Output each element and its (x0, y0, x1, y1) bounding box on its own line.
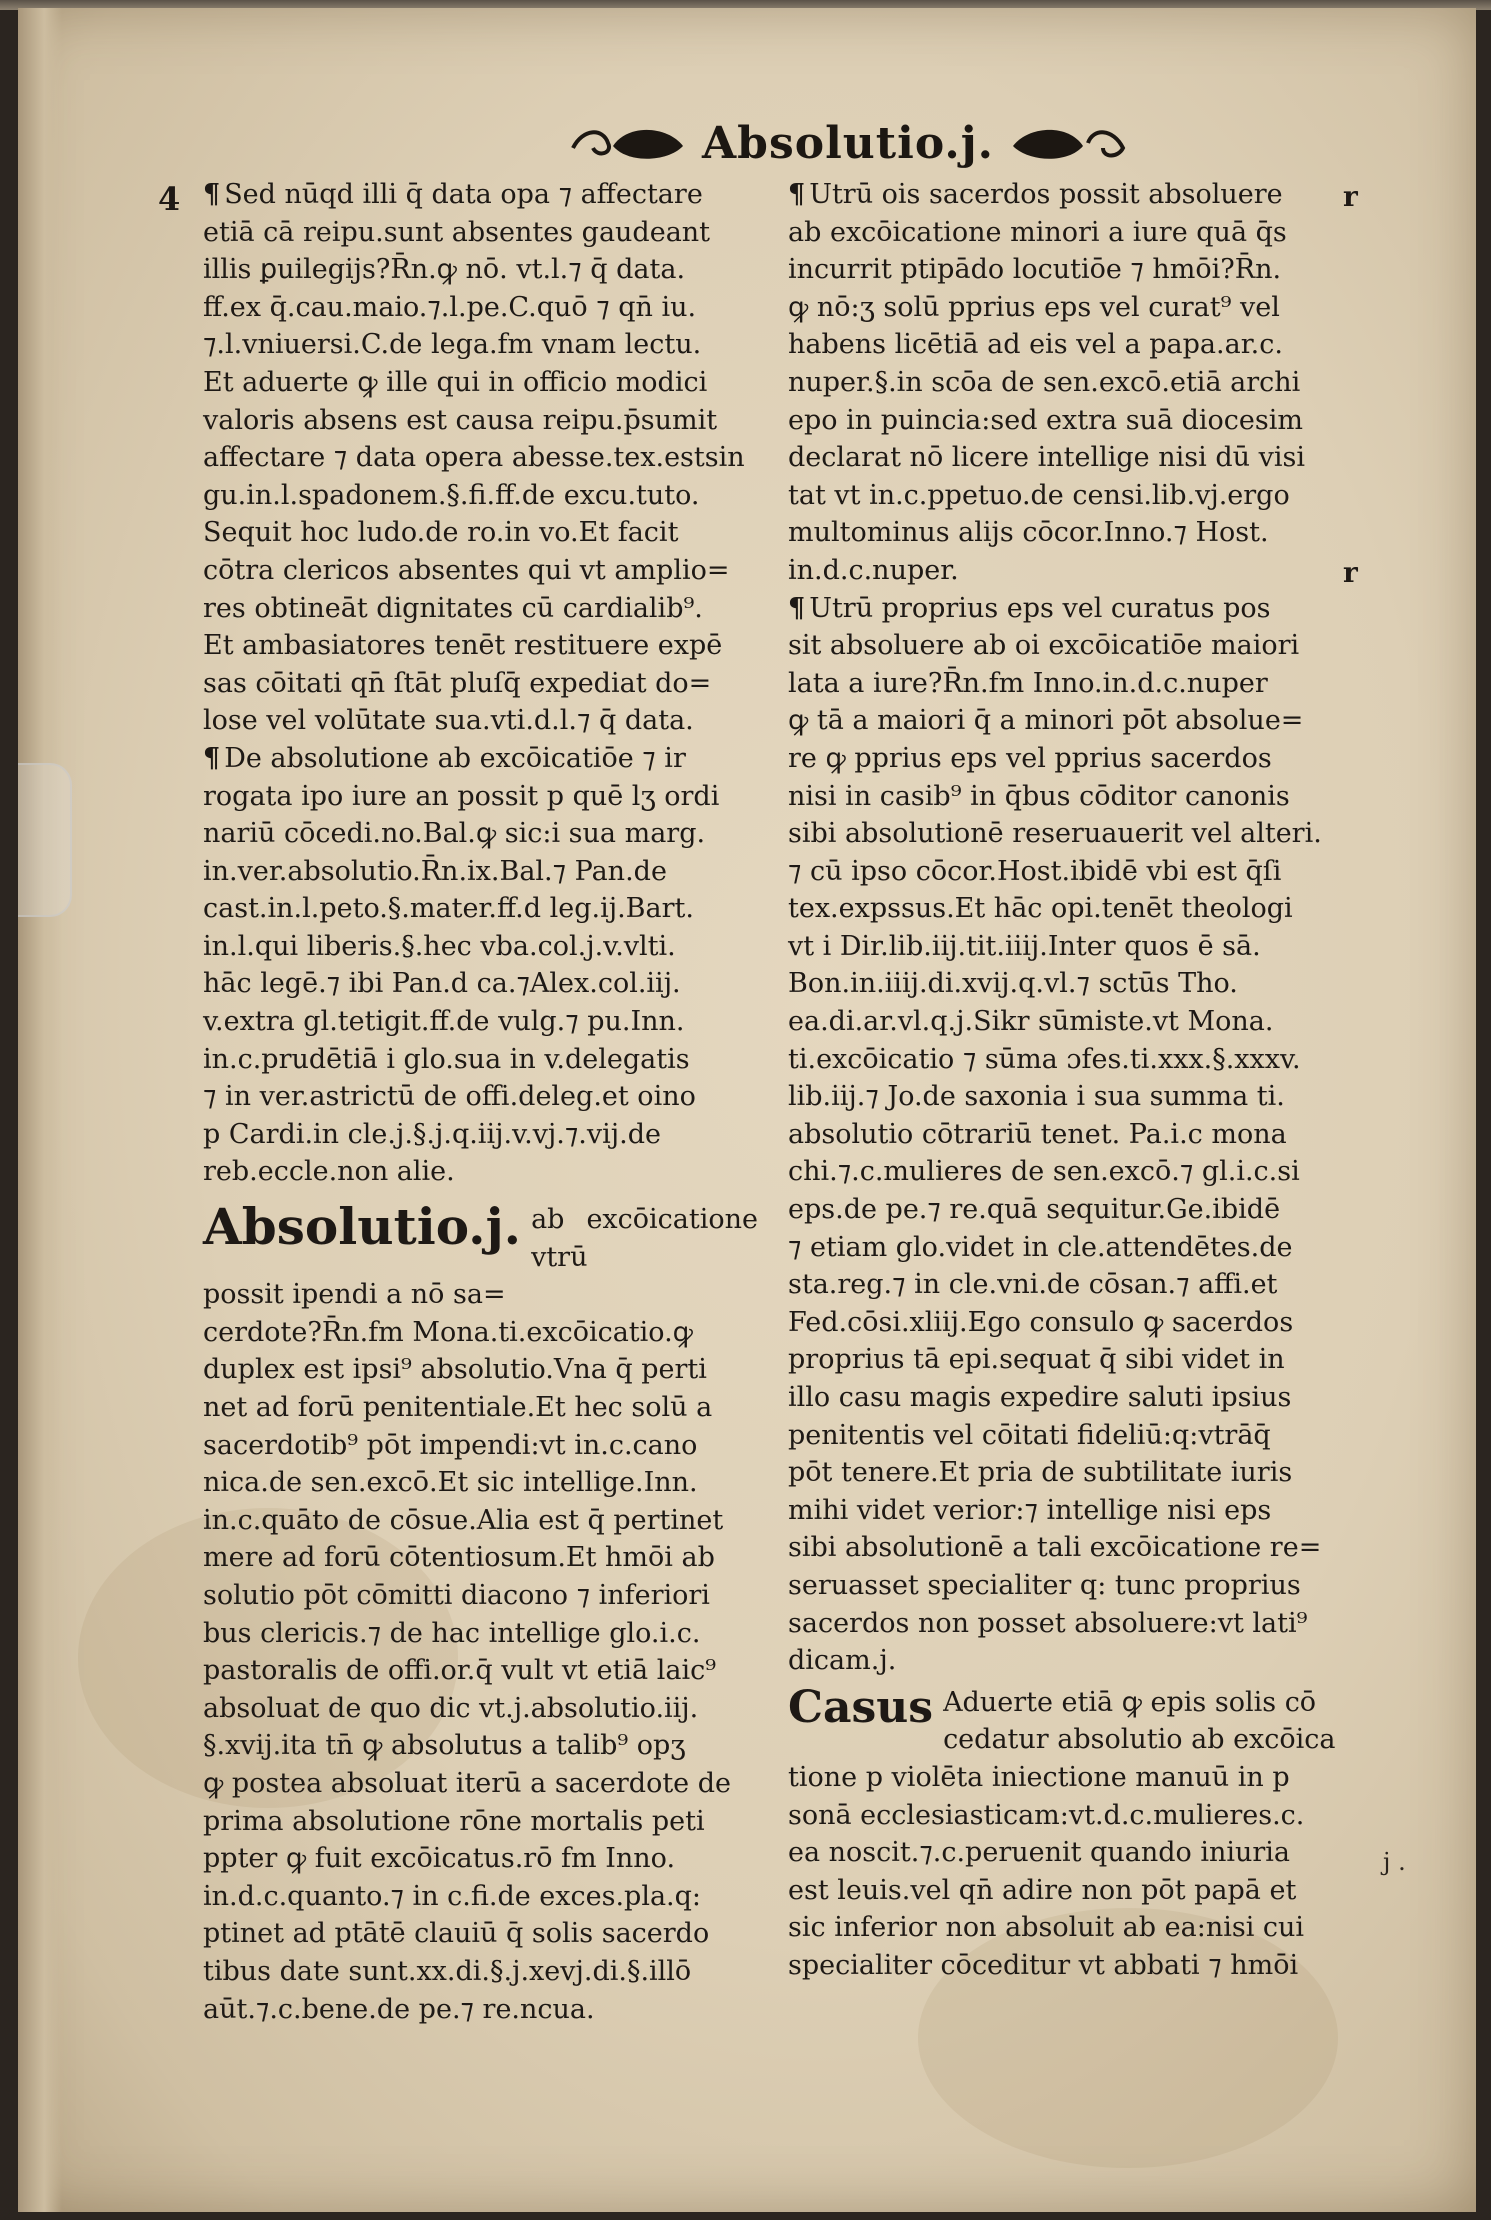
text-line: duplex est ipsi⁹ absolutio.Vna q̄ perti (203, 1354, 707, 1386)
text-line: cast.in.l.peto.§.mater.ff.d leg.ij.Bart. (203, 893, 694, 925)
text-line: sacerdos non posset absoluere:vt lati⁹ (788, 1607, 1308, 1639)
text-line: in.d.c.nuper. (788, 554, 959, 586)
text-line: eps.de pe.⁊ re.quā sequitur.Ge.ibidē (788, 1194, 1281, 1226)
text-line: sas cōitati qn̄ ſtāt pluſq̄ expediat do= (203, 667, 712, 699)
text-line: ¶ De absolutione ab excōicatiōe ⁊ ir (203, 742, 686, 774)
foot-mark: j . (1383, 1848, 1406, 1876)
text-line: Bon.in.iiij.di.xvij.q.vl.⁊ sctūs Tho. (788, 968, 1238, 1000)
text-line: sic inferior non absoluit ab ea:nisi cui (788, 1912, 1305, 1944)
text-line: Fed.cōsi.xliij.Ego consulo ꝙ sacerdos (788, 1306, 1294, 1338)
text-line: seruasset specialiter q: tunc proprius (788, 1569, 1301, 1601)
text-line: nisi in casib⁹ in q̄bus cōditor canonis (788, 780, 1290, 812)
text-line: Et ambasiatores tenēt restituere expē (203, 630, 723, 662)
pilcrow-icon: ¶ (788, 592, 806, 624)
text-line: ꝙ tā a maiori q̄ a minori pōt absolue= (788, 705, 1304, 737)
text-line: cōtra clericos absentes qui vt amplio= (203, 554, 730, 586)
pilcrow-icon: ¶ (203, 179, 221, 210)
pilcrow-icon: ¶ (203, 742, 221, 774)
text-line: ppter ꝙ fuit excōicatus.rō fm Inno. (203, 1843, 676, 1875)
text-line: ¶ Utrū ois sacerdos possit absoluere (788, 179, 1283, 210)
page-gutter-edge (18, 8, 62, 2212)
text-line: prima absolutione rōne mortalis peti (203, 1805, 705, 1837)
right-paragraph (788, 176, 1343, 590)
text-line: etiā cā reipu.sunt absentes gaudeant (203, 216, 711, 248)
text-line: ab excōicatione vtrū (531, 1204, 758, 1273)
text-line: ⁊ etiam glo.videt in cle.attendētes.de (788, 1231, 1293, 1263)
text-line: res obtineāt dignitates cū cardialib⁹. (203, 592, 703, 624)
text-line: sibi absolutionē reseruauerit vel alteri. (788, 818, 1322, 850)
text-line: cedatur absolutio ab excōica (943, 1724, 1336, 1756)
text-line: ptinet ad ptātē clauiū q̄ solis sacerdo (203, 1918, 710, 1950)
text-line: ⁊ cū ipso cōcor.Host.ibidē vbi est q̄ſi (788, 855, 1282, 887)
right-paragraph (788, 590, 1343, 1680)
text-line: ea.di.ar.vl.q.j.Sikr sūmiste.vt Mona. (788, 1006, 1274, 1038)
text-line: nariū cōcedi.no.Bal.ꝙ sic:i sua marg. (203, 818, 706, 850)
text-line: ⁊.l.vniuersi.C.de lega.fm vnam lectu. (203, 329, 702, 361)
text-line: sacerdotib⁹ pōt impendi:vt in.c.cano (203, 1429, 698, 1461)
running-title: Absolutio.j. (702, 117, 994, 169)
text-line: cerdote?R̄n.fm Mona.ti.excōicatio.ꝙ (203, 1316, 693, 1348)
text-line: absoluat de quo dic vt.j.absolutio.iij. (203, 1692, 699, 1724)
book-page (18, 8, 1476, 2212)
paper-clip (18, 763, 72, 917)
text-line: affectare ⁊ data opera abesse.tex.estsin (203, 442, 745, 474)
text-line: sta.reg.⁊ in cle.vni.de cōsan.⁊ affi.et (788, 1269, 1278, 1301)
text-line: in.c.prudētiā i glo.sua in v.delegatis (203, 1043, 690, 1075)
text-line: illo casu magis expedire saluti ipsius (788, 1382, 1292, 1413)
section-block (203, 1197, 758, 2028)
text-line: lata a iure?R̄n.fm Inno.in.d.c.nuper (788, 667, 1268, 699)
casus-heading: Casus (788, 1681, 934, 1733)
text-line: vt i Dir.lib.iij.tit.iiij.Inter quos ē sā. (788, 930, 1261, 962)
section-heading: Absolutio.j. (203, 1197, 522, 1257)
text-line: ea noscit.⁊.c.peruenit quando iniuria (788, 1837, 1291, 1869)
text-line: ab excōicatione minori a iure quā q̄s (788, 216, 1287, 248)
text-line: Sequit hoc ludo.de ro.in vo.Et facit (203, 517, 679, 549)
text-line: tex.expssus.Et hāc opi.tenēt theologi (788, 893, 1293, 925)
margin-number: 4 (158, 180, 181, 218)
text-line: aūt.⁊.c.bene.de pe.⁊ re.ncua. (203, 1993, 595, 2025)
text-line: mere ad forū cōtentiosum.Et hmōi ab (203, 1542, 715, 1574)
text-line: possit ipendi a nō sa= (203, 1279, 506, 1311)
text-line: pastoralis de offi.or.q̄ vult vt etiā laic⁹ (203, 1655, 717, 1687)
text-line: in.ver.absolutio.R̄n.ix.Bal.⁊ Pan.de (203, 855, 667, 887)
text-line: re ꝙ pprius eps vel pprius sacerdos (788, 742, 1272, 774)
text-line: lose vel volūtate sua.vti.d.l.⁊ q̄ data. (203, 705, 694, 737)
text-line: gu.in.l.spadonem.§.fi.ff.de excu.tuto. (203, 479, 700, 511)
text-line: in.l.qui liberis.§.hec vba.col.j.v.vlti. (203, 930, 676, 962)
text-line: in.c.quāto de cōsue.Alia est q̄ pertinet (203, 1504, 724, 1536)
text-line: ¶ Sed nūqd illi q̄ data opa ⁊ affectare (203, 179, 703, 210)
text-line: Aduerte etiā ꝙ epis solis cō (943, 1686, 1317, 1718)
text-line: solutio pōt cōmitti diacono ⁊ inferiori (203, 1579, 710, 1611)
text-line: nuper.§.in scōa de sen.excō.etiā archi (788, 366, 1301, 398)
pilcrow-icon: ¶ (788, 179, 806, 210)
text-line: hāc legē.⁊ ibi Pan.d ca.⁊Alex.col.iij. (203, 968, 681, 1000)
text-line: Et aduerte ꝙ ille qui in officio modici (203, 366, 708, 398)
fleuron-right-icon (1008, 118, 1128, 168)
text-line: illis ꝑuilegijs?R̄n.ꝙ nō. vt.l.⁊ q̄ data. (203, 254, 686, 286)
text-line: rogata ipo iure an possit p quē lʒ ordi (203, 780, 720, 812)
text-line: tibus date sunt.xx.di.§.j.xevj.di.§.illō (203, 1955, 692, 1987)
text-line: p Cardi.in cle.j.§.j.q.iij.v.vj.⁊.vij.de (203, 1118, 661, 1150)
text-line: specialiter cōceditur vt abbati ⁊ hmōi (788, 1949, 1299, 1981)
right-column (788, 176, 1343, 1985)
text-line: sonā ecclesiasticam:vt.d.c.mulieres.c. (788, 1799, 1305, 1831)
text-line: ⁊ in ver.astrictū de offi.deleg.et oino (203, 1081, 696, 1113)
text-line: ti.excōicatio ⁊ sūma ɔfes.ti.xxx.§.xxxv. (788, 1043, 1301, 1075)
text-line: habens licētiā ad eis vel a papa.ar.c. (788, 329, 1283, 361)
text-line: sibi absolutionē a tali excōicatione re= (788, 1532, 1322, 1564)
text-line: absolutio cōtrariū tenet. Pa.i.c mona (788, 1118, 1287, 1150)
text-line: multominus alijs cōcor.Inno.⁊ Host. (788, 517, 1269, 549)
text-line: ff.ex q̄.cau.maio.⁊.l.pe.C.quō ⁊ qn̄ iu. (203, 291, 697, 323)
text-line: incurrit ptipādo locutiōe ⁊ hmōi?R̄n. (788, 254, 1282, 286)
text-line: tat vt in.c.ppetuo.de censi.lib.vj.ergo (788, 479, 1290, 511)
text-line: ꝙ nō:ʒ solū pprius eps vel curat⁹ vel (788, 291, 1280, 323)
margin-mark: r (1343, 556, 1358, 589)
text-line: valoris absens est causa reipu.p̄sumit (203, 404, 718, 436)
running-header (578, 108, 1118, 178)
text-line: reb.eccle.non alie. (203, 1156, 455, 1188)
text-line: v.extra gl.tetigit.ff.de vulg.⁊ pu.Inn. (203, 1006, 685, 1038)
casus-block (788, 1681, 1343, 1985)
text-line: est leuis.vel qn̄ adire non pōt papā et (788, 1874, 1297, 1906)
text-line: §.xvij.ita tn̄ ꝙ absolutus a talib⁹ opʒ (203, 1730, 686, 1762)
text-line: sit absoluere ab oi excōicatiōe maiori (788, 630, 1300, 662)
text-line: dicam.j. (788, 1645, 897, 1677)
left-paragraph (203, 176, 758, 1191)
text-line: ¶ Utrū proprius eps vel curatus pos (788, 592, 1271, 624)
left-paragraph (203, 1197, 758, 2028)
text-line: bus clericis.⁊ de hac intellige glo.i.c. (203, 1617, 701, 1649)
text-line: epo in puincia:sed extra suā diocesim (788, 404, 1303, 436)
text-line: mihi videt verior:⁊ intellige nisi eps (788, 1494, 1272, 1526)
left-column (203, 176, 758, 2028)
text-line: chi.⁊.c.mulieres de sen.excō.⁊ gl.i.c.si (788, 1156, 1300, 1188)
fleuron-left-icon (568, 118, 688, 168)
text-line: nica.de sen.excō.Et sic intellige.Inn. (203, 1467, 698, 1499)
text-line: net ad forū penitentiale.Et hec solū a (203, 1392, 713, 1423)
text-line: proprius tā epi.sequat q̄ sibi videt in (788, 1344, 1285, 1376)
text-line: declarat nō licere intellige nisi dū visi (788, 442, 1305, 474)
text-line: penitentis vel cōitati fideliū:q:vtrāq̄ (788, 1419, 1271, 1451)
text-line: lib.iij.⁊ Jo.de saxonia i sua summa ti. (788, 1081, 1285, 1113)
text-line: ꝙ postea absoluat iterū a sacerdote de (203, 1767, 732, 1799)
text-line: in.d.c.quanto.⁊ in c.fi.de exces.pla.q: (203, 1880, 702, 1912)
text-line: pōt tenere.Et pria de subtilitate iuris (788, 1457, 1293, 1489)
text-line: tione p violēta iniectione manuū in p (788, 1761, 1290, 1793)
margin-mark: r (1343, 180, 1358, 213)
